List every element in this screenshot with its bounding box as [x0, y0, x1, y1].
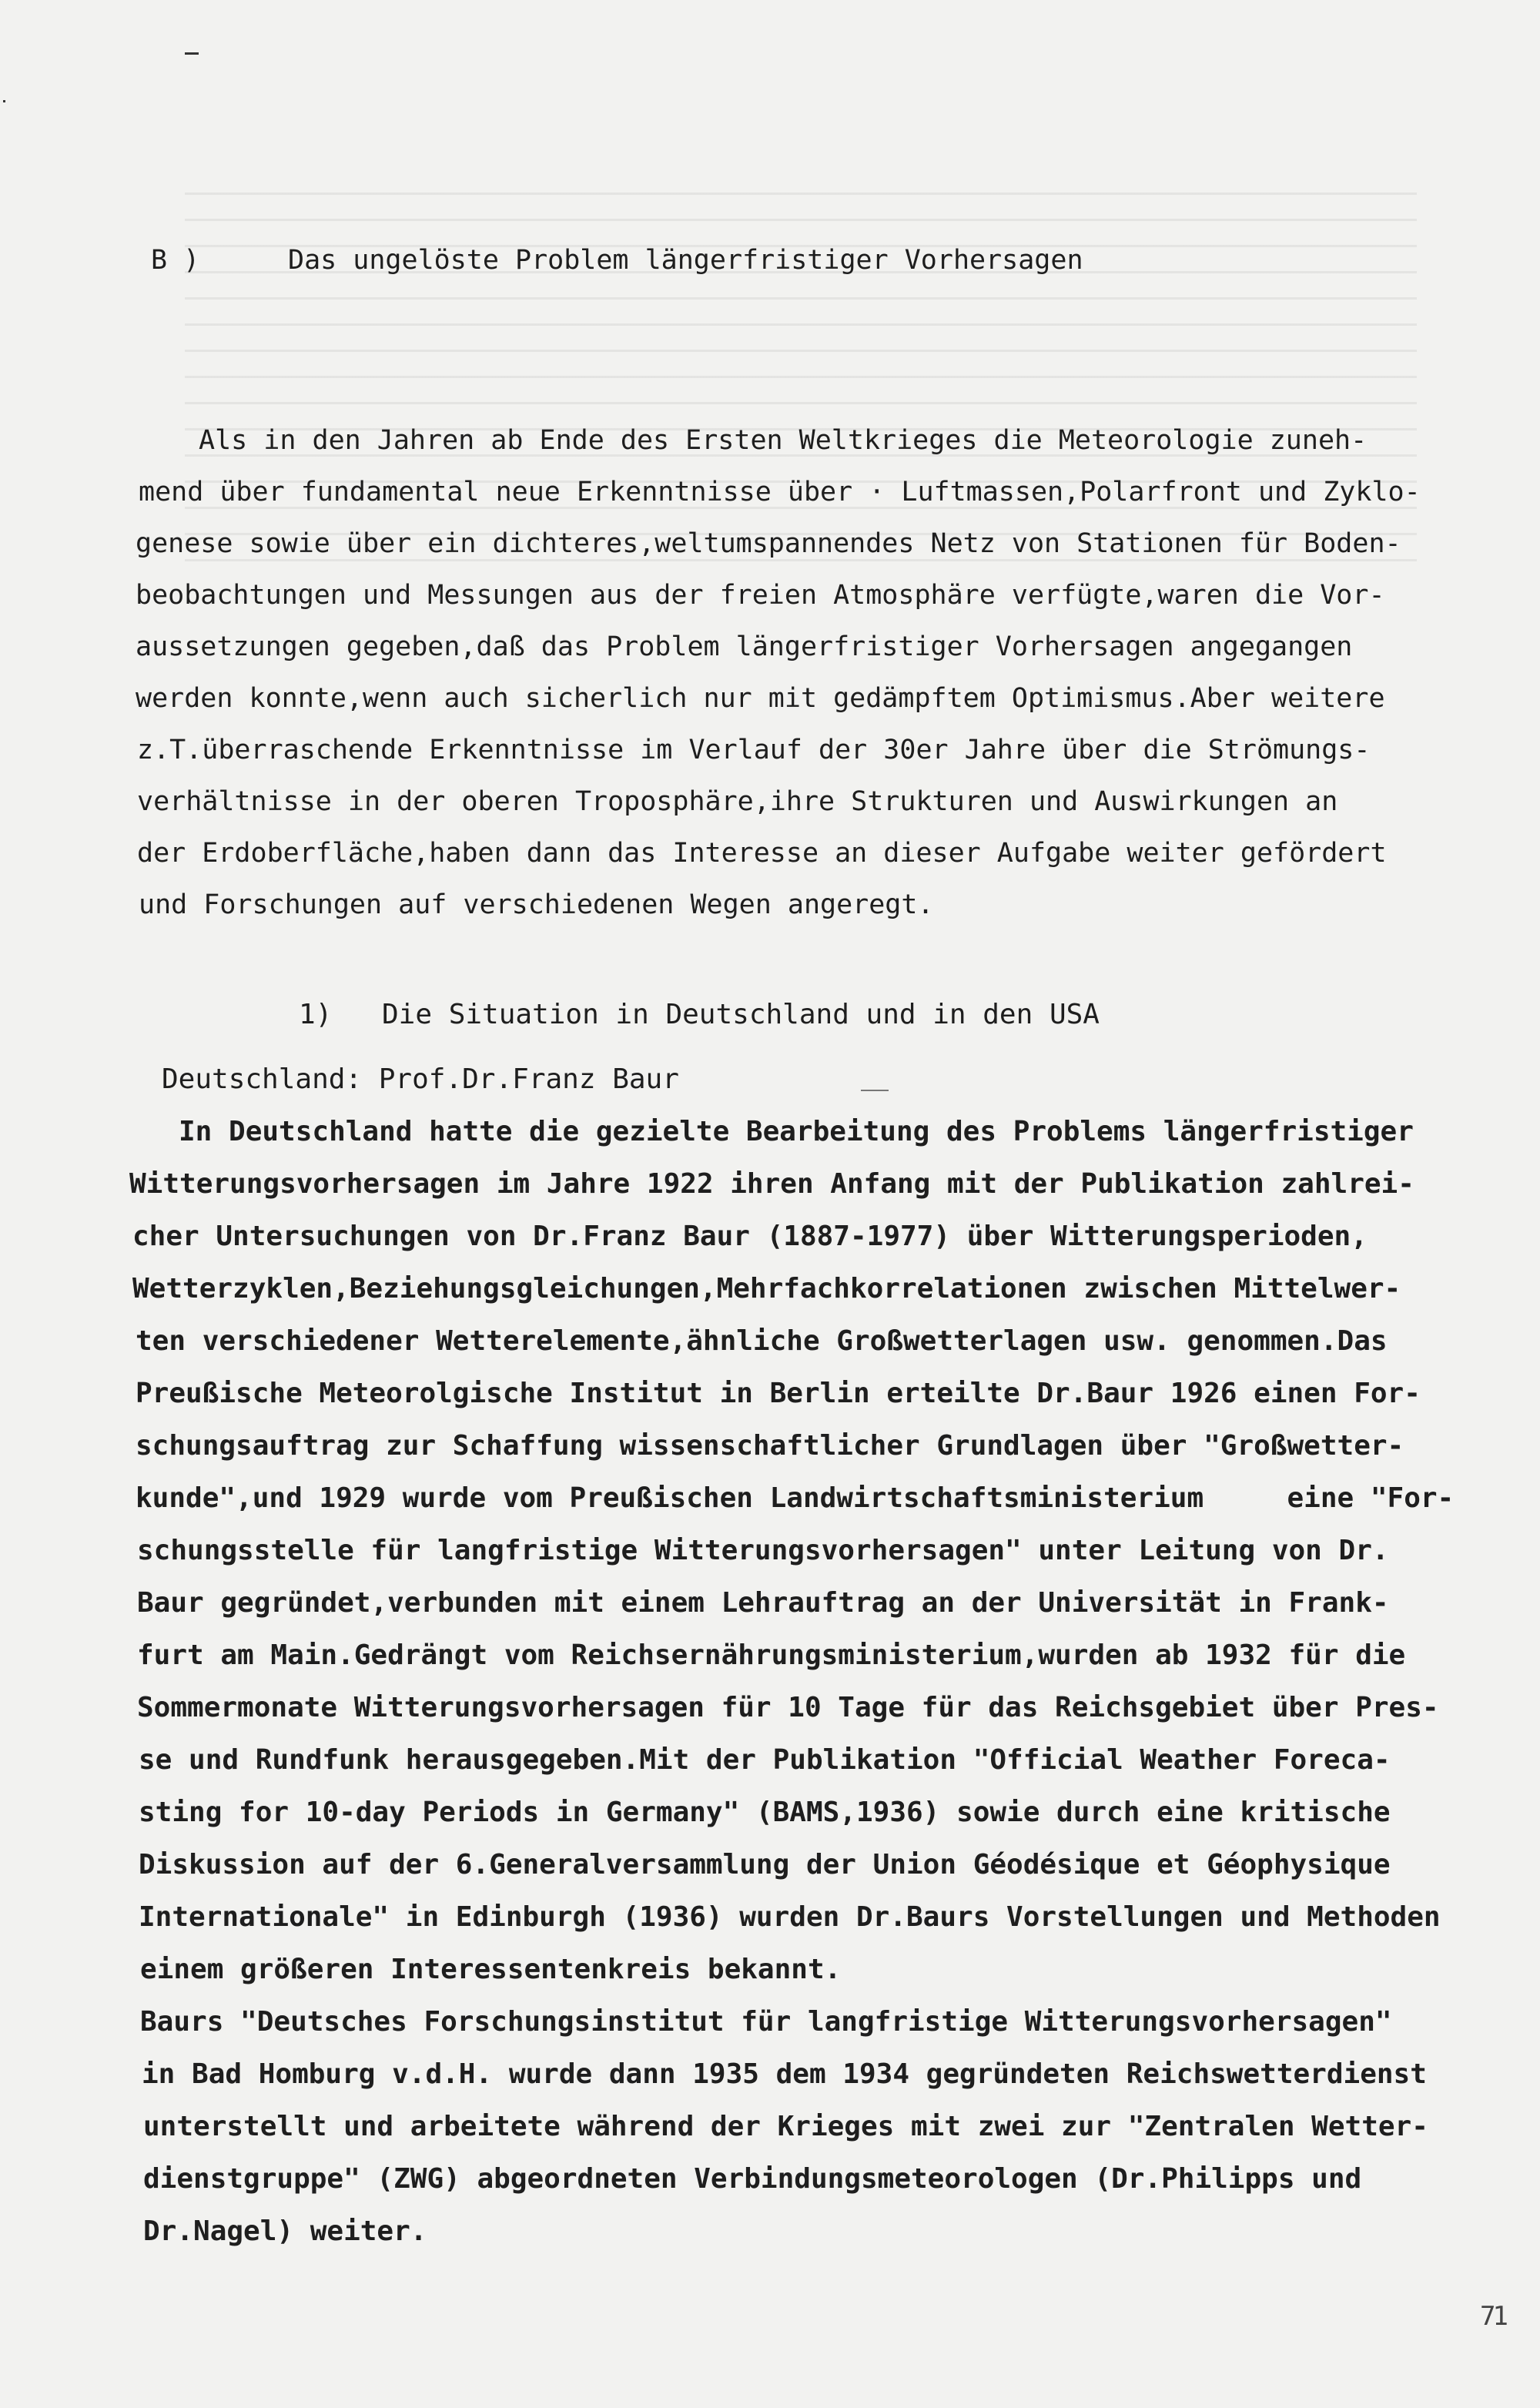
intro-line: der Erdoberfläche,haben dann das Interesse an dieser Aufgabe weiter gefördert [137, 838, 1387, 869]
intro-line: mend über fundamental neue Erkenntnisse über · Luftmassen,Polarfront und Zyklo- [139, 477, 1421, 507]
body-line: furt am Main.Gedrängt vom Reichsernährungsministerium,wurden ab 1932 für die [137, 1639, 1406, 1671]
edge-mark [3, 100, 5, 102]
body-line: Preußische Meteorolgische Institut in Berlin erteilte Dr.Baur 1926 einen For- [136, 1378, 1421, 1409]
body-line: Dr.Nagel) weiter. [143, 2215, 427, 2247]
body-line: In Deutschland hatte die gezielte Bearbeitung des Problems längerfristiger [179, 1116, 1414, 1147]
subsection-number: 1) [299, 999, 333, 1030]
body-line: dienstgruppe" (ZWG) abgeordneten Verbindungsmeteorologen (Dr.Philipps und [143, 2163, 1362, 2195]
body-line: Wetterzyklen,Beziehungsgleichungen,Mehrfachkorrelationen zwischen Mittelwer- [132, 1273, 1401, 1304]
body-line: Diskussion auf der 6.Generalversammlung der Union Géodésique et Géophysique [139, 1849, 1391, 1881]
body-line: einem größeren Interessentenkreis bekannt. [140, 1954, 842, 1985]
subsection-title: Die Situation in Deutschland und in den USA [382, 999, 1100, 1030]
body-line: ten verschiedener Wetterelemente,ähnliche Großwetterlagen usw. genommen.Das [136, 1325, 1388, 1357]
scan-mark [861, 1090, 889, 1091]
intro-line: genese sowie über ein dichteres,weltumspannendes Netz von Stationen für Boden- [136, 528, 1401, 559]
intro-line: werden konnte,wenn auch sicherlich nur mit gedämpftem Optimismus.Aber weitere [136, 683, 1385, 714]
page-number: 71 [1480, 2301, 1505, 2332]
section-title: Das ungelöste Problem längerfristiger Vorhersagen [288, 245, 1083, 276]
intro-line: und Forschungen auf verschiedenen Wegen angeregt. [139, 889, 934, 920]
body-line: se und Rundfunk herausgegeben.Mit der Publikation "Official Weather Foreca- [139, 1744, 1391, 1776]
body-line: Baurs "Deutsches Forschungsinstitut für langfristige Witterungsvorhersagen" [140, 2006, 1392, 2038]
body-line: Sommermonate Witterungsvorhersagen für 10 Tage für das Reichsgebiet über Pres- [137, 1692, 1439, 1723]
section-label: B ) [151, 245, 200, 276]
body-line: unterstellt und arbeitete während der Krieges mit zwei zur "Zentralen Wetter- [143, 2111, 1428, 2142]
body-line: sting for 10-day Periods in Germany" (BAMS,1936) sowie durch eine kritische [139, 1797, 1391, 1828]
intro-line: Als in den Jahren ab Ende des Ersten Weltkrieges die Meteorologie zuneh- [199, 425, 1368, 456]
body-line: schungsauftrag zur Schaffung wissenschaftlicher Grundlagen über "Großwetter- [136, 1430, 1404, 1462]
body-line: schungsstelle für langfristige Witterungsvorhersagen" unter Leitung von Dr. [137, 1535, 1389, 1566]
intro-line: aussetzungen gegeben,daß das Problem längerfristiger Vorhersagen angegangen [136, 631, 1353, 662]
page-mark [185, 52, 199, 55]
body-line: cher Untersuchungen von Dr.Franz Baur (1887-1977) über Witterungsperioden, [132, 1221, 1368, 1252]
body-line: kunde",und 1929 wurde vom Preußischen Landwirtschaftsministerium eine "For- [136, 1482, 1455, 1514]
body-line: Baur gegründet,verbunden mit einem Lehrauftrag an der Universität in Frank- [137, 1587, 1389, 1619]
intro-line: verhältnisse in der oberen Troposphäre,ihre Strukturen und Auswirkungen an [137, 786, 1338, 817]
body-line: Internationale" in Edinburgh (1936) wurden Dr.Baurs Vorstellungen und Methoden [139, 1901, 1441, 1933]
intro-line: beobachtungen und Messungen aus der freien Atmosphäre verfügte,waren die Vor- [136, 580, 1385, 611]
body-line: Witterungsvorhersagen im Jahre 1922 ihren Anfang mit der Publikation zahlrei- [129, 1168, 1414, 1200]
subheading: Deutschland: Prof.Dr.Franz Baur [162, 1063, 679, 1095]
body-line: in Bad Homburg v.d.H. wurde dann 1935 dem 1934 gegründeten Reichswetterdienst [142, 2058, 1427, 2090]
intro-line: z.T.überraschende Erkenntnisse im Verlauf der 30er Jahre über die Strömungs- [137, 735, 1371, 765]
